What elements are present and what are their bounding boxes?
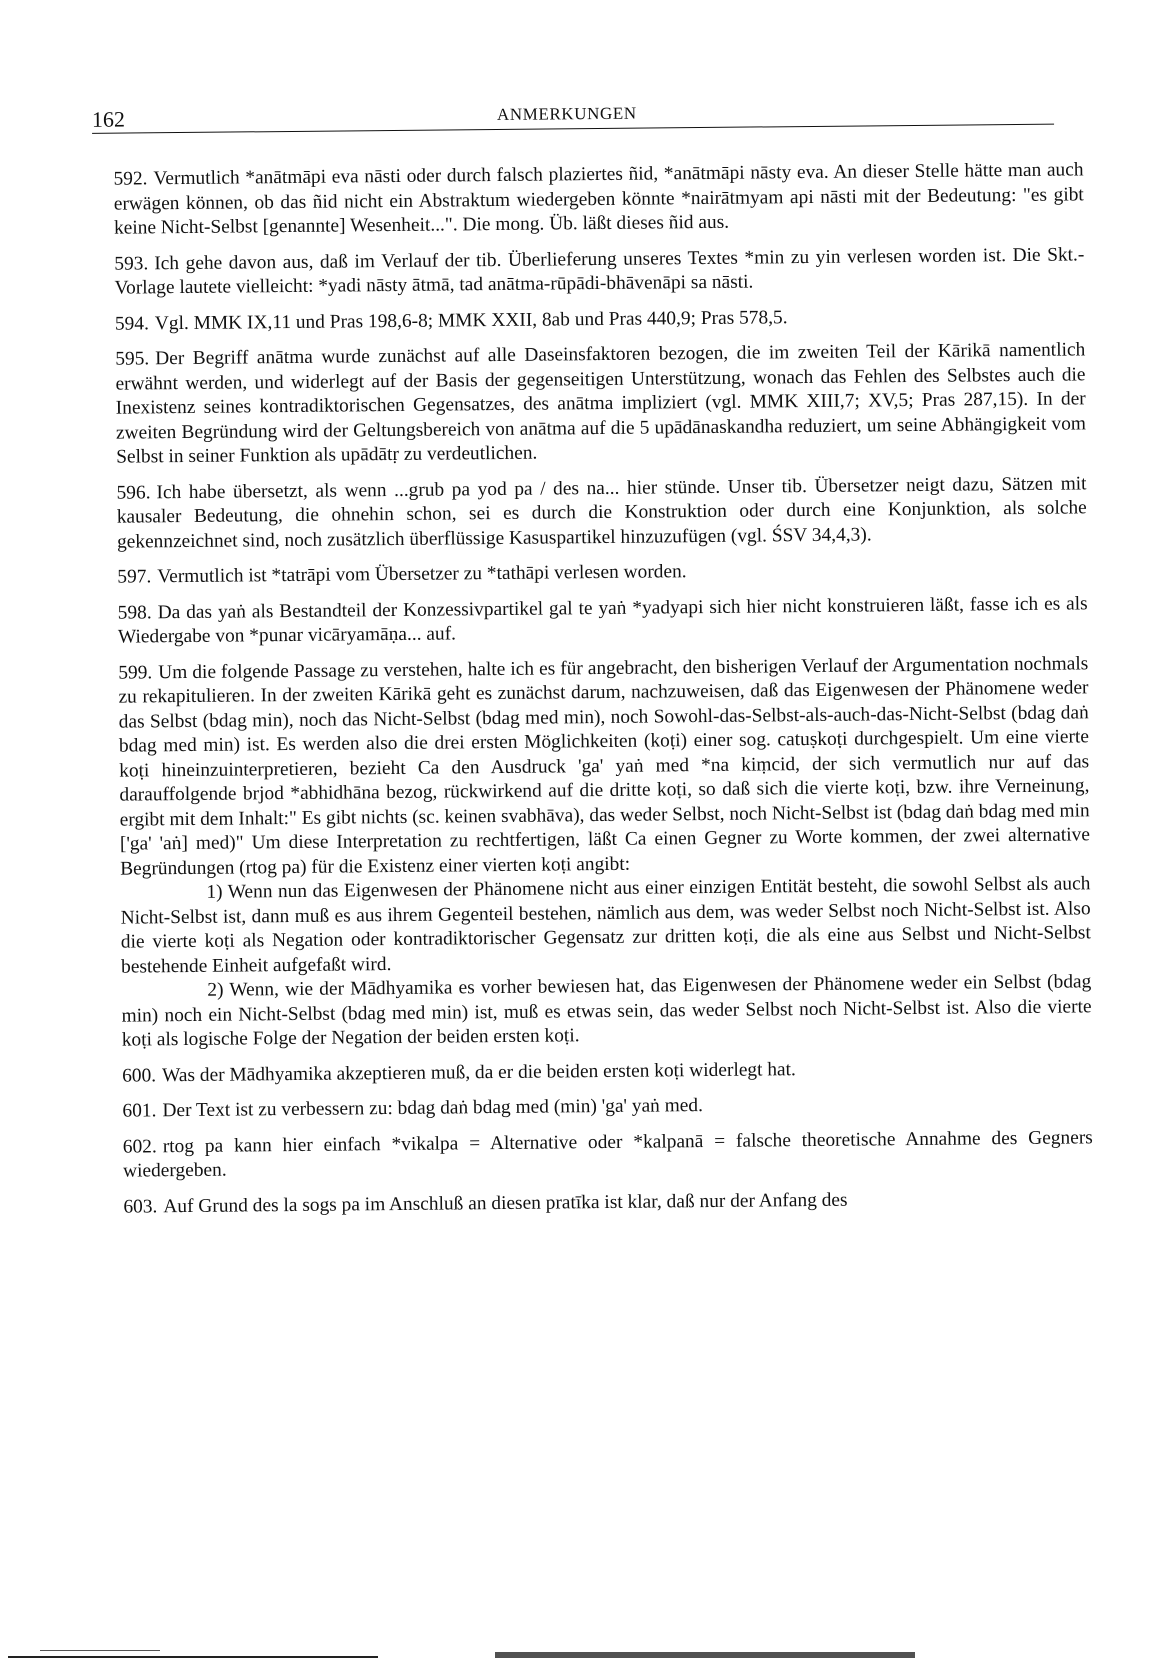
note-595: 595. Der Begriff anātma wurde zunächst auf alle Daseinsfaktoren bezogen, die im zweiten Teil der Kārikā namentlich erwähnt werden, und widerlegt auf der Basis der gegenseitigen Unterstützung, wonach das Fehlen des Selbstes auch die Inexistenz seines kontradiktorischen Gegensatzes, des anātma impliziert (vgl. MMK XIII,7; XV,5; Pras 287,15). In der zweiten Begründung wird der Geltungsbereich von anātma auf die 5 upādānaskandha reduziert, um seine Abhängigkeit vom Selbst in seiner Funktion als upādātṛ zu verdeutlichen. (115, 339, 1087, 468)
note-596: 596. Ich habe übersetzt, als wenn ...grub pa yod pa / des na... hier stünde. Unser tib. Übersetzer neigt dazu, Sätzen mit kausaler Bedeutung, die ohnehin schon, sei es durch die Konstruktion oder durch eine Konjunktion, als solche gekennzeichnet sind, noch zusätzlich überflüssige Kasuspartikel hinzuzufügen (vgl. ŚSV 34,4,3). (116, 472, 1087, 553)
scan-line-left-thin (40, 1650, 160, 1651)
page-number: 162 (91, 106, 126, 132)
scan-band-center (495, 1652, 915, 1658)
note-598: 598. Da das yaṅ als Bestandteil der Konzessivpartikel gal te yaṅ *yadyapi sich hier nicht konstruieren läßt, fasse ich es als Wiedergabe von *punar vicāryamāṇa... auf. (117, 592, 1088, 648)
note-601: 601. Der Text ist zu verbessern zu: bdag daṅ bdag med (min) 'ga' yaṅ med. (122, 1095, 704, 1122)
notes-body (113, 158, 1093, 1230)
note-594: 594. Vgl. MMK IX,11 und Pras 198,6-8; MMK XXII, 8ab und Pras 440,9; Pras 578,5. (114, 306, 788, 335)
note-599: 599. Um die folgende Passage zu verstehen, halte ich es für angebracht, den bisherigen Verlauf der Argumentation nochmals zu rekapitulieren. In der zweiten Kārikā geht es zunächst darum, nachzuweisen, daß das Eigenwesen der Phänomene weder das Selbst (bdag min), noch das Nicht-Selbst (bdag med min), noch Sowohl-das-Selbst-als-auch-das-Nicht-Selbst (bdag daṅ bdag med min) ist. Es werden also die drei ersten Möglichkeiten (koṭi) einer sog. catuṣkoṭi durchgespielt. Um eine vierte koṭi hineinzuinterpretieren, bezieht Ca den Ausdruck 'ga' yaṅ med *na kiṃcid, der sich vermutlich nur auf das darauffolgende brjod *abhidhāna bezog, rückwirkend auf die dritte koṭi, so daß sich die vierte koṭi, bzw. ihre Verneinung, ergibt mit dem Inhalt:" Es gibt nichts (sc. keinen svabhāva), das weder Selbst, noch Nicht-Selbst ist (bdag daṅ bdag med min ['ga' 'aṅ] med)" Um diese Interpretation zu rechtfertigen, läßt Ca einen Gegner zu Worte kommen, der zwei alternative Begründungen (rtog pa) für die Existenz einer vierten koṭi angibt: 1) Wenn nun das Eigenwesen der Phänomene nicht aus einer einzigen Entität besteht, die sowohl Selbst als auch Nicht-Selbst ist, dann muß es aus ihrem Gegenteil bestehen, nämlich aus dem, was weder Selbst noch Nicht-Selbst ist. Also die vierte koṭi als Negation oder kontradiktorischer Gegensatz zur dritten koṭi, die als eine aus Selbst und Nicht-Selbst bestehende Einheit aufgefaßt wird. 2) Wenn, wie der Mādhyamika es vorher bewiesen hat, das Eigenwesen der Phänomene weder ein Selbst (bdag min) noch ein Nicht-Selbst (bdag med min) ist, muß es etwas sein, das weder Selbst noch Nicht-Selbst ist. Also die vierte koṭi als logische Folge der Negation der beiden ersten koṭi. (118, 652, 1092, 1053)
scan-line-left (8, 1656, 378, 1658)
note-599-point-1: 1) Wenn nun das Eigenwesen der Phänomene nicht aus einer einzigen Entität besteht, die sowohl Selbst als auch Nicht-Selbst ist, dann muß es aus ihrem Gegenteil bestehen, nämlich aus dem, was weder Selbst noch Nicht-Selbst ist. Also die vierte koṭi als Negation oder kontradiktorischer Gegensatz zur dritten koṭi, die als eine aus Selbst und Nicht-Selbst bestehende Einheit aufgefaßt wird. (120, 873, 1091, 978)
note-600: 600. Was der Mādhyamika akzeptieren muß, da er die beiden ersten koṭi widerlegt hat. (122, 1058, 796, 1087)
scan-artifacts (0, 1640, 1169, 1670)
note-593: 593. Ich gehe davon aus, daß im Verlauf der tib. Überlieferung unseres Textes *min zu yin verlesen worden ist. Die Skt.-Vorlage lautete vielleicht: *yadi nāsty ātmā, tad anātma-rūpādi-bhāvenāpi sa nāsti. (114, 243, 1085, 299)
running-head: ANMERKUNGEN (496, 103, 637, 124)
note-603: 603. Auf Grund des la sogs pa im Anschluß an diesen pratīka ist klar, daß nur der Anfang des (123, 1189, 848, 1218)
note-597: 597. Vermutlich ist *tatrāpi vom Übersetzer zu *tathāpi verlesen worden. (117, 561, 687, 588)
note-602: 602. rtog pa kann hier einfach *vikalpa = Alternative oder *kalpanā = falsche theoretische Annahme des Gegners wiedergeben. (122, 1126, 1093, 1182)
note-599-point-2: 2) Wenn, wie der Mādhyamika es vorher bewiesen hat, das Eigenwesen der Phänomene weder ein Selbst (bdag min) noch ein Nicht-Selbst (bdag med min) ist, muß es etwas sein, das weder Selbst noch Nicht-Selbst ist. Also die vierte koṭi als logische Folge der Negation der beiden ersten koṭi. (121, 971, 1092, 1051)
note-592: 592. Vermutlich *anātmāpi eva nāsti oder durch falsch plaziertes ñid, *anātmāpi nāsty eva. An dieser Stelle hätte man auch erwägen können, ob das ñid nicht ein Abstraktum wiedergeben könnte *nairātmyam api nāsti mit der Bedeutung: "es gibt keine Nicht-Selbst [genannte] Wesenheit...". Die mong. Üb. läßt dieses ñid aus. (113, 159, 1084, 239)
